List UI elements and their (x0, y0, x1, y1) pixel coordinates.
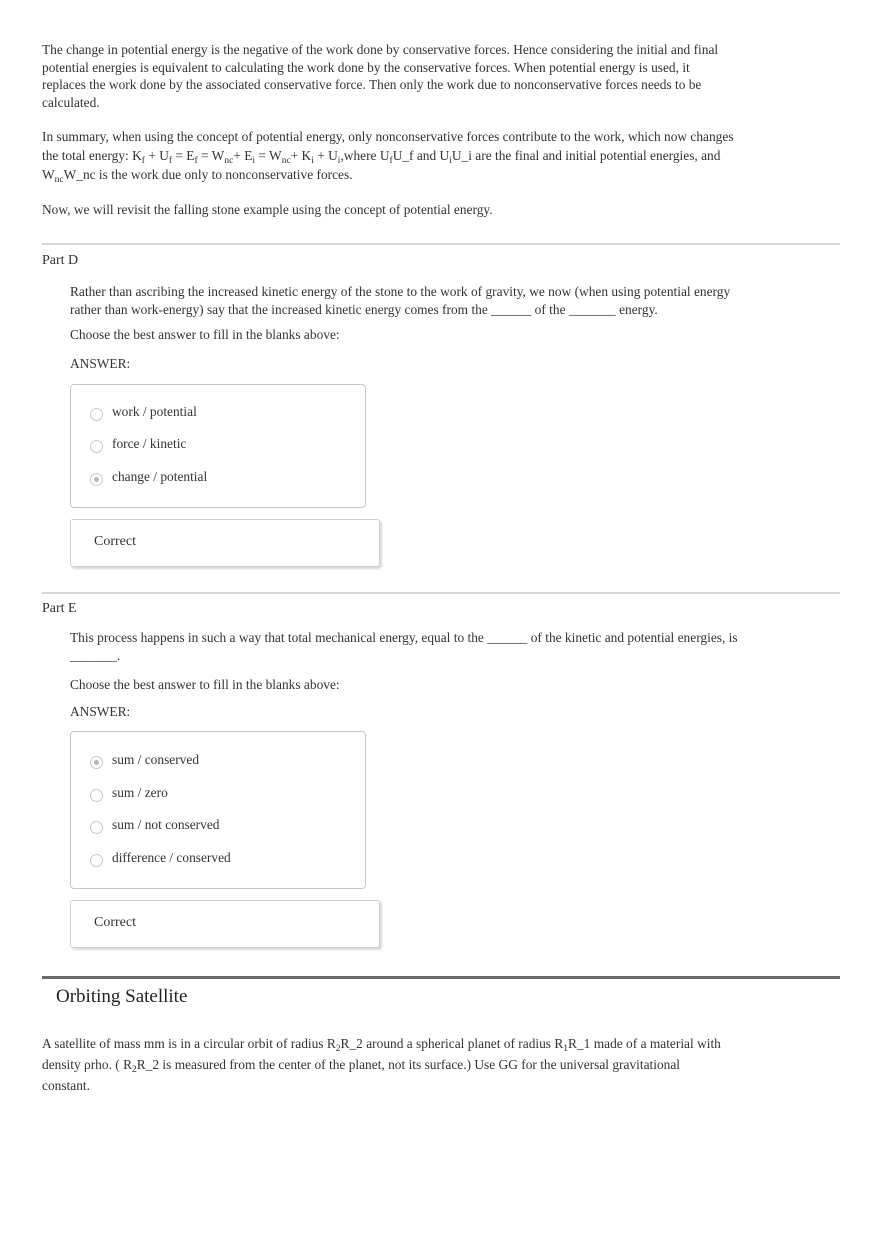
text-line: This process happens in such a way that total mechanical energy, equal to the ______ of the kinetic and potential energies, is (70, 630, 738, 645)
choice-label: sum / not conserved (112, 817, 220, 832)
text-line: $W_{nc}W\_nc$ is the work due only to nonconservative forces. (42, 167, 353, 185)
radio-button[interactable] (90, 821, 103, 834)
part-e-answer-label: ANSWER: (70, 704, 131, 719)
section-title: Orbiting Satellite (56, 986, 188, 1007)
radio-button[interactable] (90, 789, 103, 802)
choice-option[interactable] (90, 750, 199, 770)
divider (42, 243, 840, 245)
radio-button[interactable] (90, 440, 103, 453)
text-line: calculated. (42, 94, 100, 110)
intro-paragraph-2 (42, 127, 802, 184)
part-d-question (70, 283, 810, 319)
choice-label: sum / conserved (112, 752, 200, 767)
feedback-text: Correct (94, 915, 136, 930)
divider (42, 592, 840, 594)
feedback-text: Correct (94, 534, 136, 549)
choice-label: force / kinetic (112, 436, 187, 451)
text-line: Now, we will revisit the falling stone example using the concept of potential energy. (42, 202, 493, 217)
part-d-feedback (70, 519, 380, 567)
choice-label: change / potential (112, 469, 208, 484)
text-line: Rather than ascribing the increased kinetic energy of the stone to the work of gravity, we now (when using potential energy (70, 284, 731, 299)
text-line: In summary, when using the concept of potential energy, only nonconservative forces contribute to the work, which now changes (42, 129, 734, 144)
part-e-feedback (70, 900, 380, 948)
radio-button[interactable] (90, 408, 103, 421)
choice-option[interactable] (90, 815, 219, 835)
energy-equation: the total energy: $K_f + U_f = E_f = W_{nc}+ E_i = W_{nc}+ K_i$ + $U_i,where$ $U_fU\_f$ and $U_iU\_i$ are the final and initial potential energies, and (42, 148, 721, 166)
text-line: _______. (70, 648, 121, 663)
choice-label: work / potential (112, 404, 197, 419)
text-line: replaces the work done by the associated conservative force. Then only the work due to nonconservative forces needs to be (42, 77, 702, 92)
text-line: density ρrho. ( $R_2R\_2$ is measured from the center of the planet, not its surface.) Use GG for the universal gravitational (42, 1057, 681, 1075)
part-d-prompt: Choose the best answer to fill in the blanks above: (70, 327, 340, 342)
part-d-title: Part D (42, 253, 79, 268)
choice-label: difference / conserved (112, 850, 231, 865)
text-line: rather than work-energy) say that the increased kinetic energy comes from the ______ of the _______ energy. (70, 302, 658, 317)
choice-option[interactable] (90, 848, 231, 868)
intro-paragraph-1 (42, 41, 802, 111)
radio-button[interactable] (90, 854, 103, 867)
choice-option[interactable] (90, 402, 197, 422)
part-e-prompt: Choose the best answer to fill in the blanks above: (70, 677, 340, 692)
intro-paragraph-3 (42, 201, 802, 219)
choice-label: sum / zero (112, 785, 168, 800)
section-divider (42, 976, 840, 979)
orbiting-paragraph (42, 1033, 802, 1096)
part-e-choices (70, 731, 366, 889)
choice-option[interactable] (90, 467, 207, 487)
choice-option[interactable] (90, 783, 168, 803)
text-line: A satellite of mass mm is in a circular orbit of radius $R_2R\_2$ around a spherical planet of radius $R_1R\_1$ made of a material with (42, 1036, 721, 1054)
text-line: The change in potential energy is the negative of the work done by conservative forces. Hence considering the initial and final (42, 42, 719, 57)
radio-button-selected[interactable] (90, 473, 103, 486)
part-e-question (70, 629, 810, 665)
radio-button-selected[interactable] (90, 756, 103, 769)
part-d-choices (70, 384, 366, 508)
text-line: constant. (42, 1078, 90, 1093)
choice-option[interactable] (90, 434, 186, 454)
text-line: potential energies is equivalent to calculating the work done by the conservative forces. When potential energy is used, it (42, 59, 690, 75)
part-e-title: Part E (42, 601, 77, 616)
part-d-answer-label: ANSWER: (70, 356, 131, 371)
